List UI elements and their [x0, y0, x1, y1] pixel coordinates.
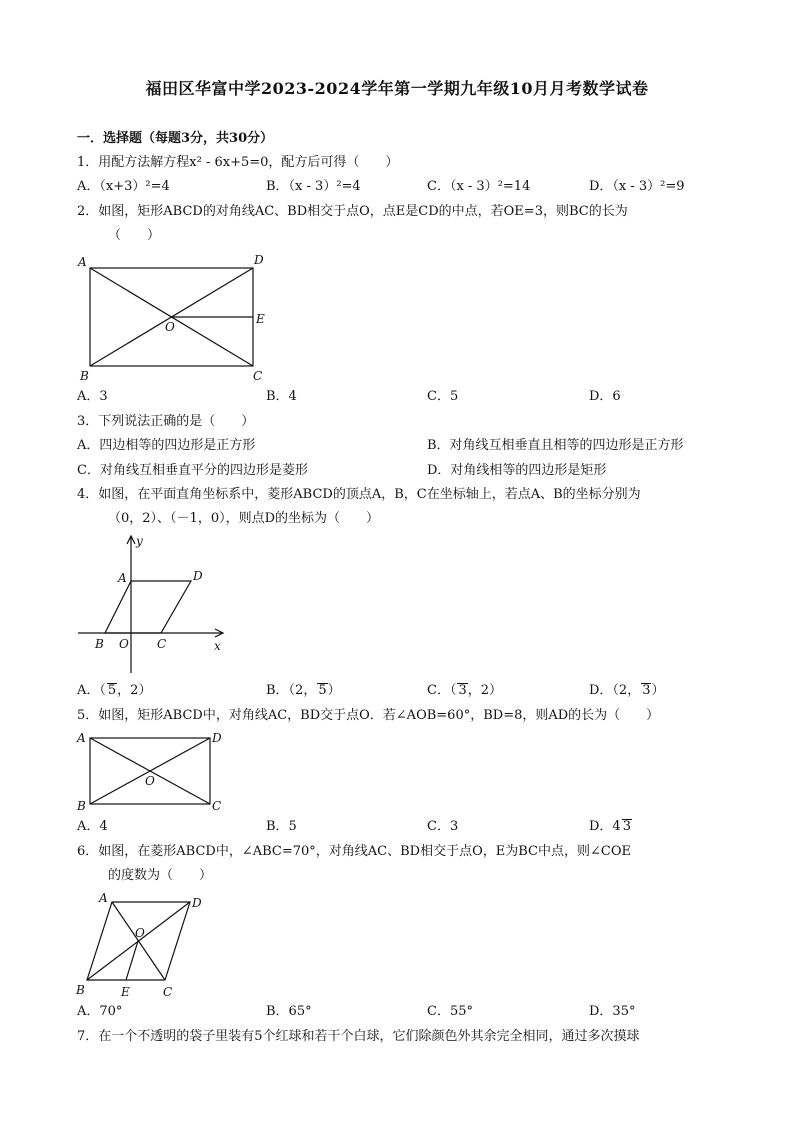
q6-stem-cont: 的度数为（ ）: [108, 868, 213, 883]
q3-option-b[interactable]: B．对角线互相垂直且相等的四边形是正方形: [427, 438, 684, 453]
q4-option-c[interactable]: C．（ 3，2）: [427, 683, 503, 698]
section-heading: 一．选择题（每题3分，共30分）: [77, 131, 274, 146]
q2-option-c[interactable]: C．5: [427, 389, 459, 404]
q4-stem-cont: （0，2）、（－1，0），则点D的坐标为（ ）: [108, 511, 380, 526]
q2-stem: 2．如图，矩形ABCD的对角线AC、BD相交于点O，点E是CD的中点，若OE=3，则BC的长为: [77, 204, 628, 219]
q6-option-c[interactable]: C．55°: [427, 1004, 473, 1019]
q4-option-b[interactable]: B．（2， 5）: [266, 683, 341, 698]
q7-stem: 7．在一个不透明的袋子里装有5个红球和若干个白球，它们除颜色外其余完全相同，通过多次摸球: [77, 1029, 640, 1044]
sqrt-3: 3: [458, 683, 467, 698]
q5-label-a: A: [77, 731, 86, 745]
q1-option-b[interactable]: B．（x - 3）²=4: [266, 179, 361, 194]
q4-label-d: D: [193, 569, 203, 583]
sqrt-5: 5: [318, 683, 327, 698]
q2-stem-cont: （ ）: [108, 228, 161, 243]
q2-label-e: E: [256, 312, 265, 326]
q5-stem: 5．如图，矩形ABCD中，对角线AC，BD交于点O．若∠AOB=60°，BD=8，则AD的长为（ ）: [77, 708, 660, 723]
q2-label-d: D: [254, 253, 264, 267]
q4-option-d[interactable]: D．（2， 3）: [589, 683, 665, 698]
q2-option-d[interactable]: D．6: [589, 389, 621, 404]
q3-option-c[interactable]: C．对角线互相垂直平分的四边形是菱形: [77, 463, 308, 478]
q3-stem: 3．下列说法正确的是（ ）: [77, 414, 255, 429]
q5-label-o: O: [145, 774, 155, 788]
q6-label-o: O: [135, 926, 145, 940]
q6-option-b[interactable]: B．65°: [266, 1004, 312, 1019]
q5-option-c[interactable]: C．3: [427, 819, 459, 834]
q5-option-b[interactable]: B．5: [266, 819, 297, 834]
q1-stem: 1．用配方法解方程x² - 6x+5=0，配方后可得（ ）: [77, 155, 399, 170]
q1-option-c[interactable]: C．（x - 3）²=14: [427, 179, 531, 194]
exam-title: 福田区华富中学2023-2024学年第一学期九年级10月月考数学试卷: [145, 79, 649, 98]
q6-label-e: E: [121, 985, 130, 999]
q6-option-d[interactable]: D．35°: [589, 1004, 636, 1019]
q6-label-a: A: [99, 891, 108, 905]
q2-option-b[interactable]: B．4: [266, 389, 297, 404]
q3-option-d[interactable]: D．对角线相等的四边形是矩形: [427, 463, 607, 478]
q2-option-a[interactable]: A．3: [77, 389, 108, 404]
q2-label-b: B: [80, 369, 89, 383]
q6-diagonal-bd: [87, 902, 190, 980]
q6-label-c: C: [163, 985, 173, 999]
q6-label-d: D: [192, 896, 202, 910]
q4-option-a[interactable]: A．（ 5，2）: [77, 683, 152, 698]
q4-label-y: y: [136, 534, 143, 548]
q4-stem: 4．如图，在平面直角坐标系中，菱形ABCD的顶点A，B，C在坐标轴上，若点A、B的坐标分别为: [77, 487, 641, 502]
q4-label-x: x: [214, 639, 221, 653]
q4-label-c: C: [157, 637, 167, 651]
q5-option-a[interactable]: A．4: [77, 819, 108, 834]
q2-label-c: C: [253, 369, 263, 383]
q5-option-d[interactable]: D．4 3: [589, 819, 631, 834]
q6-segment-oe: [126, 941, 138, 980]
sqrt-3: 3: [642, 683, 651, 698]
q5-label-d: D: [212, 731, 222, 745]
q1-option-a[interactable]: A．（x+3）²=4: [77, 179, 170, 194]
q6-option-a[interactable]: A．70°: [77, 1004, 123, 1019]
q5-label-b: B: [77, 799, 86, 813]
q4-label-a: A: [118, 571, 127, 585]
q2-label-o: O: [165, 320, 175, 334]
q2-label-a: A: [78, 255, 87, 269]
q6-stem: 6．如图，在菱形ABCD中，∠ABC=70°，对角线AC、BD相交于点O，E为BC中点，则∠COE: [77, 844, 631, 859]
sqrt-5: 5: [107, 683, 117, 698]
q4-label-b: B: [95, 637, 104, 651]
q4-label-o: O: [119, 637, 129, 651]
q3-option-a[interactable]: A．四边相等的四边形是正方形: [77, 438, 256, 453]
q5-label-c: C: [212, 799, 222, 813]
q6-label-b: B: [76, 983, 85, 997]
sqrt-3: 3: [622, 819, 631, 834]
q1-option-d[interactable]: D．（x - 3）²=9: [589, 179, 685, 194]
